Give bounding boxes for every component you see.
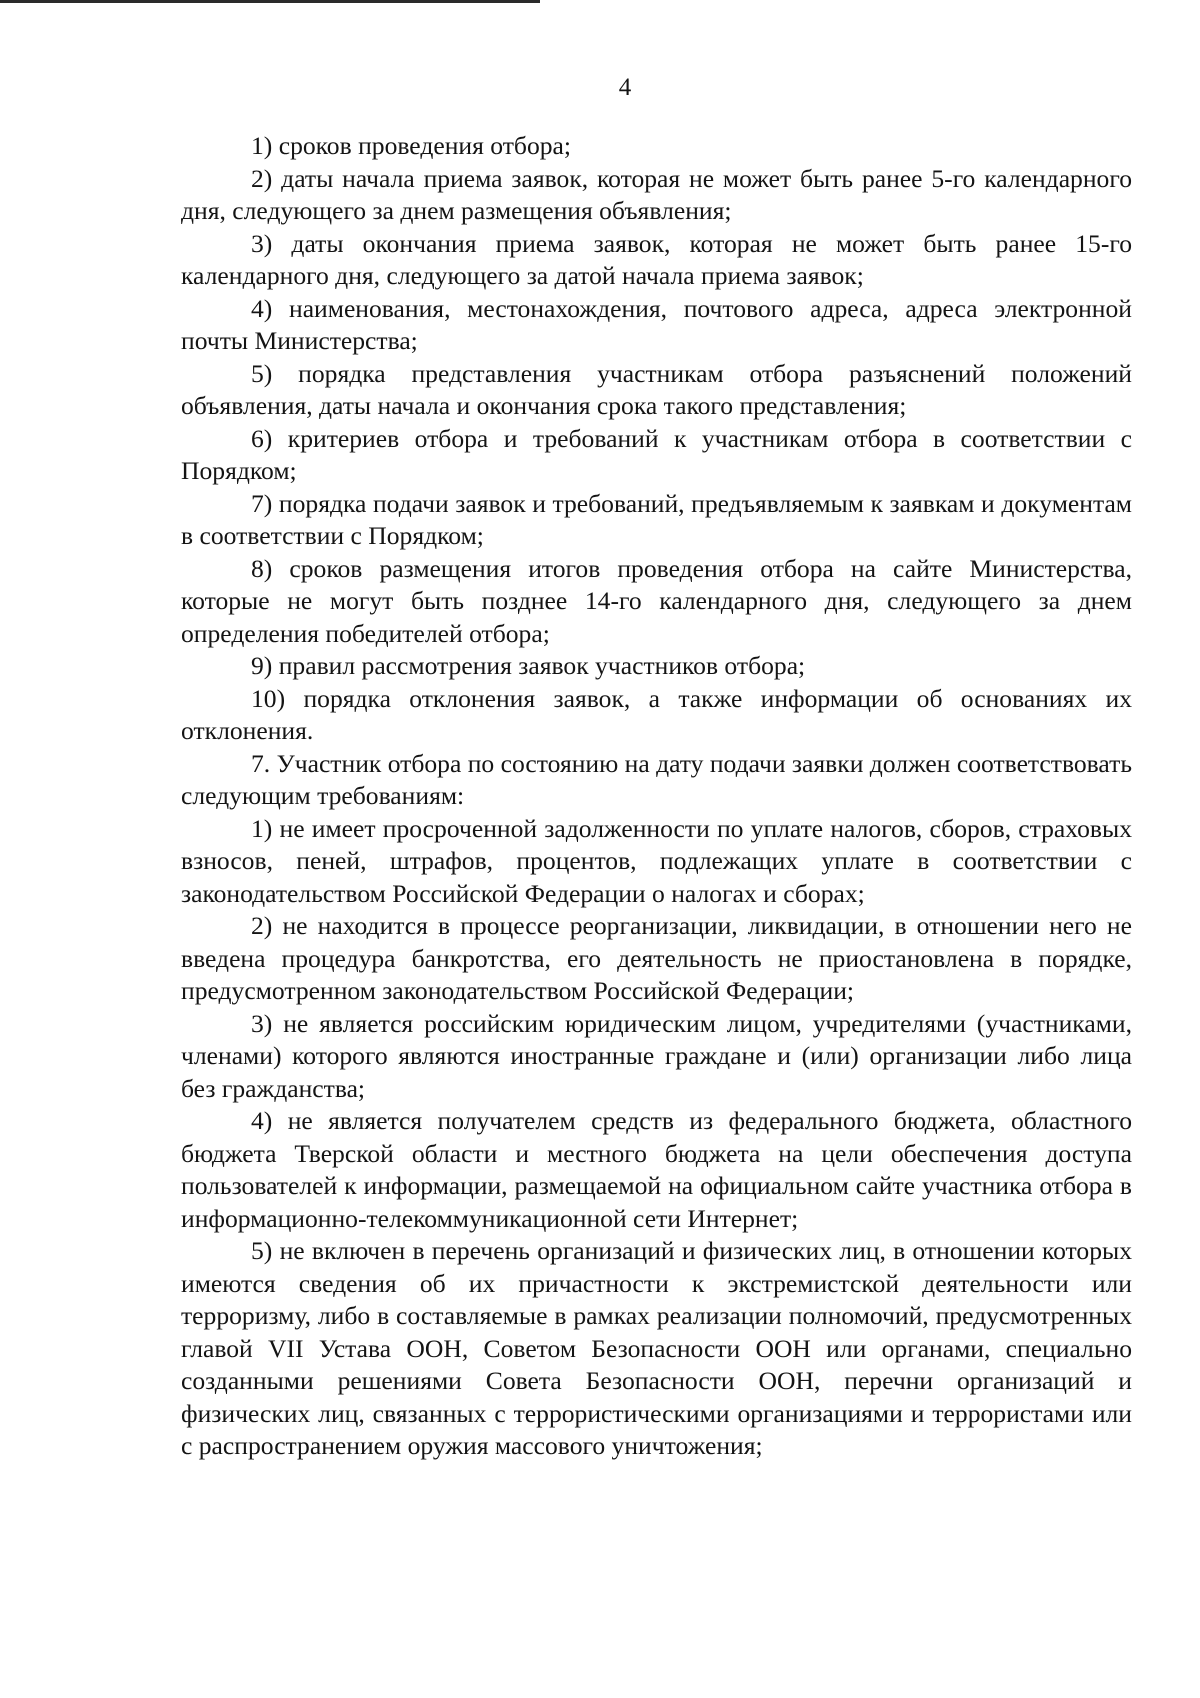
list-item-rejection-procedure: 10) порядка отклонения заявок, а также информации об основаниях их отклонения.	[181, 683, 1132, 745]
list-item-application-procedure: 7) порядка подачи заявок и требований, предъявляемым к заявкам и документам в соответствии с Порядком;	[181, 488, 1132, 550]
list-item-review-rules: 9) правил рассмотрения заявок участников отбора;	[251, 651, 806, 680]
document-body	[181, 130, 1132, 1463]
list-item-ministry-contacts: 4) наименования, местонахождения, почтового адреса, адреса электронной почты Министерства;	[181, 293, 1132, 355]
list-item-end-date: 3) даты окончания приема заявок, которая не может быть ранее 15-го календарного дня, следующего за датой начала приема заявок;	[181, 228, 1132, 290]
requirement-not-extremist-list: 5) не включен в перечень организаций и физических лиц, в отношении которых имеются сведения об их причастности к экстремистской деятельности или терроризму, либо в составляемые в рамках реализации полномочий, предусмотренных главой VII Устава ООН, Советом Безопасности ООН или органами, специально созданными решениями Совета Безопасности ООН, перечни организаций и физических лиц, связанных с террористическими организациями и террористами или с распространением оружия массового уничтожения;	[181, 1236, 1132, 1460]
list-item-terms: 1) сроков проведения отбора;	[251, 131, 572, 160]
requirement-no-reorganization: 2) не находится в процессе реорганизации, ликвидации, в отношении него не введена процедура банкротства, его деятельность не приостановлена в порядке, предусмотренном законодательством Российской Федерации;	[181, 911, 1132, 1005]
page-number: 4	[618, 74, 632, 101]
list-item-start-date: 2) даты начала приема заявок, которая не может быть ранее 5-го календарного дня, следующего за днем размещения объявления;	[181, 163, 1132, 225]
clause-7-heading: 7. Участник отбора по состоянию на дату подачи заявки должен соответствовать следующим требованиям:	[181, 748, 1132, 810]
list-item-results-publication: 8) сроков размещения итогов проведения отбора на сайте Министерства, которые не могут быть позднее 14-го календарного дня, следующего за днем определения победителей отбора;	[181, 553, 1132, 648]
requirement-not-foreign-owned: 3) не является российским юридическим лицом, учредителями (участниками, членами) которого являются иностранные граждане и (или) организации либо лица без гражданства;	[181, 1008, 1132, 1103]
list-item-clarifications: 5) порядка представления участникам отбора разъяснений положений объявления, даты начала и окончания срока такого представления;	[181, 358, 1132, 420]
scan-edge-line	[0, 0, 540, 3]
requirement-no-tax-debt: 1) не имеет просроченной задолженности по уплате налогов, сборов, страховых взносов, пеней, штрафов, процентов, подлежащих уплате в соответствии с законодательством Российской Федерации о налогах и сборах;	[181, 813, 1132, 908]
requirement-not-budget-recipient: 4) не является получателем средств из федерального бюджета, областного бюджета Тверской области и местного бюджета на цели обеспечения доступа пользователей к информации, размещаемой на официальном сайте участника отбора в информационно-телекоммуникационной сети Интернет;	[181, 1106, 1132, 1233]
list-item-criteria: 6) критериев отбора и требований к участникам отбора в соответствии с Порядком;	[181, 423, 1132, 485]
